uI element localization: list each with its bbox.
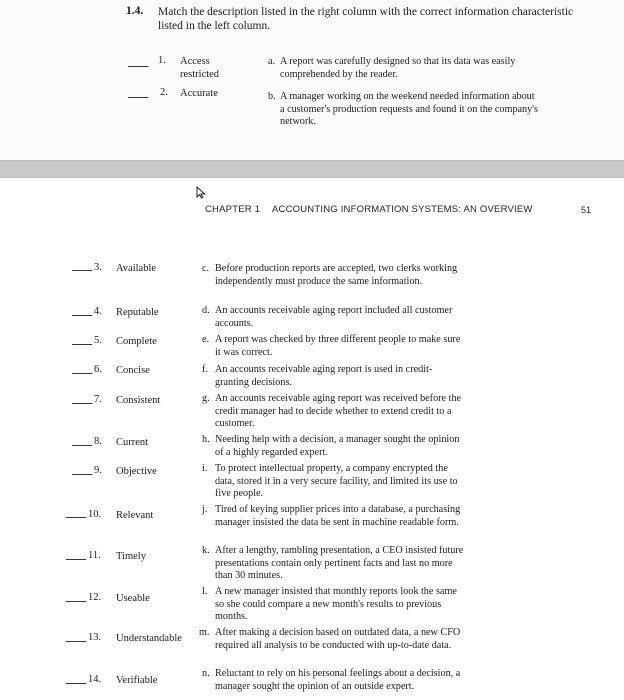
- description-letter: j.: [202, 504, 208, 515]
- description-c: Before production reports are accepted, two clerks working independently must produce the same information.: [215, 263, 458, 287]
- answer-blank-3[interactable]: [72, 270, 92, 271]
- answer-blank-10[interactable]: [66, 517, 86, 518]
- answer-blank-9[interactable]: [72, 474, 92, 475]
- item-label-useable: Useable: [116, 593, 150, 604]
- description-g: An accounts receivable aging report was received before the credit manager had to decide whether to extend credit to a customer.: [215, 393, 462, 429]
- item-label-reputable: Reputable: [116, 307, 159, 318]
- description-m: After making a decision based on outdated data, a new CFO required all analysis to be conducted with up-to-date data.: [215, 627, 461, 651]
- page-number: 51: [581, 205, 592, 215]
- item-label-relevant: Relevant: [116, 510, 154, 521]
- item-number: 11.: [88, 550, 101, 561]
- item-label-current: Current: [116, 437, 149, 448]
- item-number: 14.: [88, 674, 102, 685]
- item-label-consistent: Consistent: [116, 395, 161, 406]
- chapter-label: CHAPTER 1: [205, 204, 261, 215]
- item-label-complete: Complete: [116, 336, 157, 347]
- item-number: 8.: [94, 436, 102, 447]
- description-f: An accounts receivable aging report is used in credit-granting decisions.: [215, 364, 433, 388]
- answer-blank-12[interactable]: [66, 601, 86, 602]
- page-gap: [0, 160, 624, 178]
- description-letter: g.: [202, 393, 210, 404]
- item-number: 12.: [88, 592, 102, 603]
- answer-blank-4[interactable]: [72, 315, 92, 316]
- item-number: 2.: [160, 87, 168, 98]
- item-label-accurate: Accurate: [180, 88, 218, 99]
- question-number: 1.4.: [126, 5, 144, 17]
- item-number: 10.: [88, 509, 102, 520]
- item-number: 3.: [94, 262, 102, 273]
- previous-page-section: [0, 0, 624, 160]
- description-e: A report was checked by three different people to make sure it was correct.: [215, 334, 461, 358]
- item-number: 1.: [158, 55, 166, 66]
- item-number: 13.: [88, 632, 102, 643]
- description-h: Needing help with a decision, a manager sought the opinion of a highly regarded expert.: [215, 434, 460, 458]
- description-letter: b.: [268, 91, 276, 102]
- item-label-verifiable: Verifiable: [116, 675, 158, 686]
- question-text: Match the description listed in the right column with the correct information characteristic listed in the left column.: [158, 6, 574, 32]
- item-number: 9.: [94, 465, 102, 476]
- description-b: A manager working on the weekend needed information about a customer's production requests and found it on the company's network.: [280, 91, 539, 127]
- mouse-cursor-icon: [196, 186, 206, 204]
- answer-blank-7[interactable]: [72, 403, 92, 404]
- description-a: A report was carefully designed so that its data was easily comprehended by the reader.: [280, 56, 516, 80]
- item-number: 4.: [94, 306, 102, 317]
- description-letter: i.: [202, 463, 208, 474]
- item-label-concise: Concise: [116, 365, 150, 376]
- answer-blank-11[interactable]: [66, 559, 86, 560]
- answer-blank-6[interactable]: [72, 373, 92, 374]
- answer-blank-14[interactable]: [66, 683, 86, 684]
- description-i: To protect intellectual property, a company encrypted the data, stored it in a very secure facility, and limited its use to five people.: [215, 463, 458, 499]
- description-letter: m.: [199, 627, 210, 638]
- item-number: 5.: [94, 335, 102, 346]
- description-letter: h.: [202, 434, 210, 445]
- answer-blank-13[interactable]: [66, 641, 86, 642]
- description-letter: l.: [202, 586, 208, 597]
- chapter-title: ACCOUNTING INFORMATION SYSTEMS: AN OVERVIEW: [272, 204, 533, 215]
- item-label-understandable: Understandable: [116, 633, 182, 644]
- answer-blank-1[interactable]: [128, 66, 148, 67]
- item-label-available: Available: [116, 263, 157, 274]
- item-label-access-restricted: Access restricted: [180, 56, 220, 80]
- answer-blank-2[interactable]: [128, 97, 148, 98]
- description-letter: a.: [268, 56, 276, 67]
- description-d: An accounts receivable aging report included all customer accounts.: [215, 305, 453, 329]
- description-j: Tired of keying supplier prices into a database, a purchasing manager insisted the data be sent in machine readable form.: [215, 504, 461, 528]
- description-letter: n.: [202, 668, 210, 679]
- item-number: 7.: [94, 394, 102, 405]
- description-l: A new manager insisted that monthly reports look the same so she could compare a new month's results to previous months.: [215, 586, 457, 622]
- item-label-objective: Objective: [116, 466, 157, 477]
- description-letter: c.: [202, 263, 210, 274]
- answer-blank-8[interactable]: [72, 445, 92, 446]
- description-n: Reluctant to rely on his personal feelings about a decision, a manager sought the opinion of an outside expert.: [215, 668, 461, 692]
- description-letter: k.: [202, 545, 210, 556]
- description-letter: f.: [202, 364, 208, 375]
- answer-blank-5[interactable]: [72, 344, 92, 345]
- description-letter: d.: [202, 305, 210, 316]
- item-number: 6.: [94, 364, 102, 375]
- item-label-timely: Timely: [116, 551, 146, 562]
- description-letter: e.: [202, 334, 210, 345]
- description-k: After a lengthy, rambling presentation, a CEO insisted future presentations contain only pertinent facts and last no more than 30 minutes.: [215, 545, 464, 581]
